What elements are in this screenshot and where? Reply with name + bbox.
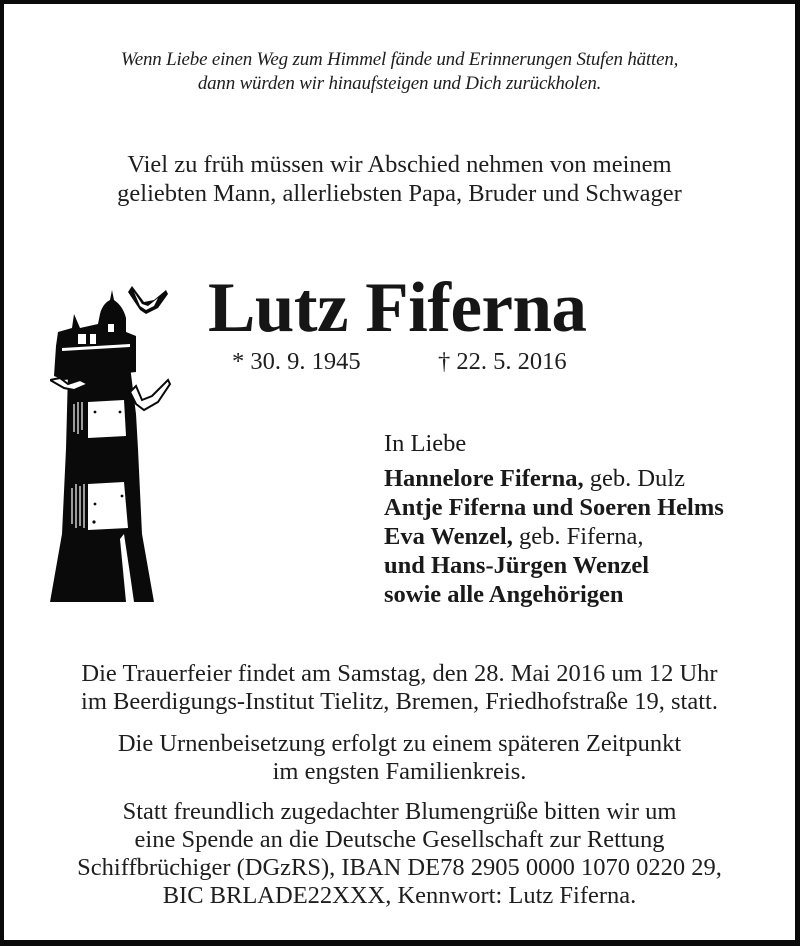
- death-date: † 22. 5. 2016: [438, 348, 567, 375]
- member-note: geb. Fiferna,: [512, 523, 644, 550]
- intro-text: [4, 150, 795, 208]
- ceremony-line: Die Trauerfeier findet am Samstag, den 28. Mai 2016 um 12 Uhr: [81, 660, 718, 687]
- lighthouse-with-seagulls-icon: [50, 284, 174, 602]
- family-member: [384, 580, 724, 609]
- family-member: [384, 464, 724, 493]
- donation-line: Schiffbrüchiger (DGzRS), IBAN DE78 2905 0000 1070 0220 29,: [77, 854, 722, 881]
- family-member: [384, 522, 724, 551]
- funeral-ceremony-info: [4, 660, 795, 716]
- quote-line: Wenn Liebe einen Weg zum Himmel fände und Erinnerungen Stufen hätten,: [120, 49, 679, 70]
- donation-line: eine Spende an die Deutsche Gesellschaft zur Rettung: [134, 826, 665, 853]
- member-name: sowie alle Angehörigen: [384, 581, 624, 608]
- donation-line: BIC BRLADE22XXX, Kennwort: Lutz Fiferna.: [162, 882, 637, 909]
- birth-date: * 30. 9. 1945: [232, 348, 361, 375]
- burial-line: Die Urnenbeisetzung erfolgt zu einem späteren Zeitpunkt: [117, 730, 682, 757]
- family-member: [384, 493, 724, 522]
- member-name: und Hans-Jürgen Wenzel: [384, 552, 650, 579]
- quote-line: dann würden wir hinaufsteigen und Dich zurückholen.: [197, 73, 602, 94]
- deceased-name: Lutz Fiferna: [208, 269, 587, 347]
- member-note: geb. Dulz: [583, 465, 685, 492]
- intro-line: geliebten Mann, allerliebsten Papa, Bruder und Schwager: [117, 180, 682, 207]
- urn-burial-info: [4, 730, 795, 786]
- donation-line: Statt freundlich zugedachter Blumengrüße bitten wir um: [122, 798, 677, 825]
- member-name: Eva Wenzel,: [384, 523, 513, 550]
- family-signatures: [384, 429, 724, 609]
- family-member: [384, 551, 724, 580]
- burial-line: im engsten Familienkreis.: [272, 758, 527, 785]
- ceremony-line: im Beerdigungs-Institut Tielitz, Bremen, Friedhofstraße 19, statt.: [81, 688, 718, 715]
- memorial-quote: [4, 48, 795, 96]
- member-name: Antje Fiferna und Soeren Helms: [384, 494, 724, 521]
- family-heading: In Liebe: [384, 430, 467, 457]
- intro-line: Viel zu früh müssen wir Abschied nehmen von meinem: [127, 151, 672, 178]
- donation-request: [4, 798, 795, 910]
- member-name: Hannelore Fiferna,: [384, 465, 584, 492]
